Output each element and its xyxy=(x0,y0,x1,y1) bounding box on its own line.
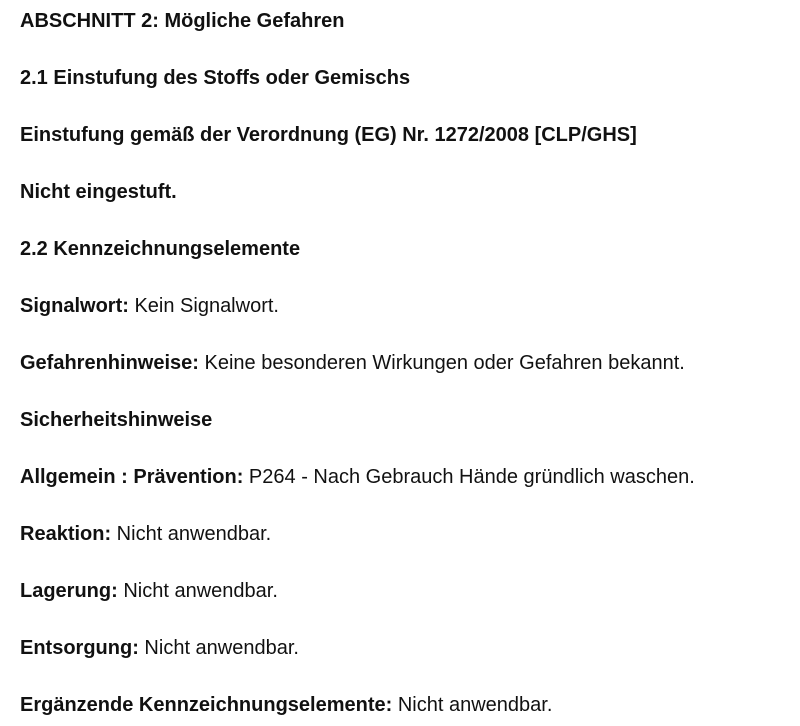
disposal-value: Nicht anwendbar. xyxy=(138,637,299,659)
hazard-statements-row xyxy=(20,351,685,375)
precautionary-heading: Sicherheitshinweise xyxy=(20,409,213,431)
classification-heading: 2.1 Einstufung des Stoffs oder Gemischs xyxy=(20,67,411,89)
response-value: Nicht anwendbar. xyxy=(111,523,272,545)
general-prevention-label: Allgemein : Prävention: xyxy=(20,466,244,488)
classification-regulation: Einstufung gemäß der Verordnung (EG) Nr. 1272/2008 [CLP/GHS] xyxy=(20,124,637,146)
general-prevention-row xyxy=(20,465,695,489)
signal-word-label: Signalwort: xyxy=(20,295,129,317)
signal-word-value: Kein Signalwort. xyxy=(128,295,279,317)
storage-row xyxy=(20,579,278,603)
supplemental-value: Nicht anwendbar. xyxy=(392,694,553,716)
hazard-statements-value: Keine besonderen Wirkungen oder Gefahren bekannt. xyxy=(198,352,685,374)
section-heading: ABSCHNITT 2: Mögliche Gefahren xyxy=(20,10,345,32)
hazard-statements-label: Gefahrenhinweise: xyxy=(20,352,199,374)
supplemental-label: Ergänzende Kennzeichnungselemente: xyxy=(20,694,393,716)
response-row xyxy=(20,522,271,546)
storage-value: Nicht anwendbar. xyxy=(117,580,278,602)
signal-word-row xyxy=(20,294,279,318)
general-prevention-value: P264 - Nach Gebrauch Hände gründlich waschen. xyxy=(243,466,695,488)
labelling-heading: 2.2 Kennzeichnungselemente xyxy=(20,238,301,260)
disposal-label: Entsorgung: xyxy=(20,637,139,659)
storage-label: Lagerung: xyxy=(20,580,118,602)
response-label: Reaktion: xyxy=(20,523,112,545)
supplemental-row xyxy=(20,693,552,717)
disposal-row xyxy=(20,636,299,660)
classification-result: Nicht eingestuft. xyxy=(20,181,177,203)
